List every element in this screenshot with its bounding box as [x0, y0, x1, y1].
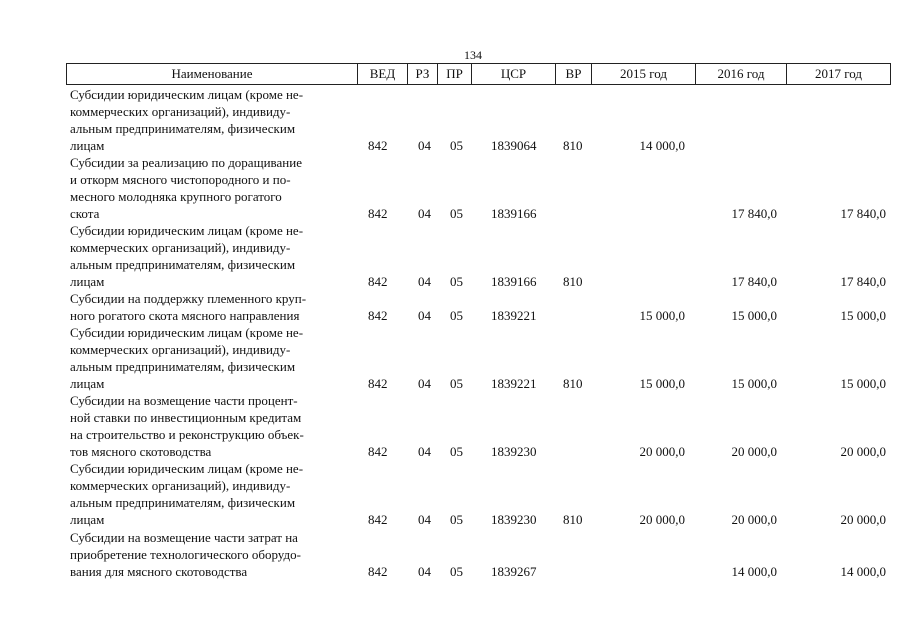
- cell-csr: 1839166: [491, 206, 537, 221]
- table-row: [0, 154, 905, 222]
- row-name: Субсидии юридическим лицам (кроме не- коммерческих организаций), индивиду- альным предпринимателям, физическим лицам: [70, 223, 304, 289]
- cell-2016: 14 000,0: [731, 564, 777, 579]
- cell-2016: 15 000,0: [731, 308, 777, 323]
- header-name: Наименование: [171, 66, 253, 81]
- cell-rz: 04: [418, 376, 431, 391]
- cell-ved: 842: [368, 376, 388, 391]
- cell-ved: 842: [368, 444, 388, 459]
- row-name: Субсидии на возмещение части затрат на приобретение технологического оборудо- вания для мясного скотоводства: [70, 530, 301, 579]
- cell-ved: 842: [368, 274, 388, 289]
- cell-2015: 15 000,0: [639, 308, 685, 323]
- table-row: [0, 86, 905, 154]
- cell-pr: 05: [450, 138, 463, 153]
- cell-2015: 15 000,0: [639, 376, 685, 391]
- cell-pr: 05: [450, 376, 463, 391]
- cell-pr: 05: [450, 512, 463, 527]
- header-2015: 2015 год: [591, 64, 695, 84]
- cell-ved: 842: [368, 512, 388, 527]
- cell-csr: 1839166: [491, 274, 537, 289]
- row-name: Субсидии на поддержку племенного круп- ного рогатого скота мясного направления: [70, 291, 307, 323]
- row-name: Субсидии юридическим лицам (кроме не- коммерческих организаций), индивиду- альным предпринимателям, физическим лицам: [70, 461, 304, 527]
- cell-ved: 842: [368, 138, 388, 153]
- cell-pr: 05: [450, 308, 463, 323]
- cell-vr: 810: [563, 274, 583, 289]
- cell-2016: 17 840,0: [731, 274, 777, 289]
- cell-vr: 810: [563, 376, 583, 391]
- cell-rz: 04: [418, 512, 431, 527]
- cell-ved: 842: [368, 308, 388, 323]
- cell-pr: 05: [450, 274, 463, 289]
- cell-pr: 05: [450, 206, 463, 221]
- cell-pr: 05: [450, 564, 463, 579]
- row-name: Субсидии за реализацию по доращивание и откорм мясного чистопородного и по- месного молодняка крупного рогатого скота: [70, 155, 302, 221]
- cell-csr: 1839230: [491, 512, 537, 527]
- cell-2017: 15 000,0: [840, 308, 886, 323]
- cell-rz: 04: [418, 308, 431, 323]
- cell-csr: 1839230: [491, 444, 537, 459]
- header-2016: 2016 год: [695, 64, 786, 84]
- page-number: 134: [464, 48, 482, 62]
- table-row: [0, 222, 905, 290]
- cell-csr: 1839267: [491, 564, 537, 579]
- cell-rz: 04: [418, 206, 431, 221]
- row-name: Субсидии юридическим лицам (кроме не- коммерческих организаций), индивиду- альным предпринимателям, физическим лицам: [70, 87, 304, 153]
- table-row: [0, 460, 905, 528]
- table-row: [0, 392, 905, 460]
- cell-vr: 810: [563, 512, 583, 527]
- cell-csr: 1839064: [491, 138, 537, 153]
- cell-rz: 04: [418, 564, 431, 579]
- header-vr: ВР: [555, 64, 591, 84]
- cell-2015: 14 000,0: [639, 138, 685, 153]
- cell-2016: 17 840,0: [731, 206, 777, 221]
- row-name: Субсидии юридическим лицам (кроме не- коммерческих организаций), индивиду- альным предпринимателям, физическим лицам: [70, 325, 304, 391]
- cell-pr: 05: [450, 444, 463, 459]
- row-name: Субсидии на возмещение части процент- ной ставки по инвестиционным кредитам на строительство и реконструкцию объек- тов мясного скотоводства: [70, 393, 304, 459]
- cell-2015: 20 000,0: [639, 512, 685, 527]
- cell-vr: 810: [563, 138, 583, 153]
- cell-2017: 15 000,0: [840, 376, 886, 391]
- header-pr: ПР: [437, 64, 471, 84]
- cell-ved: 842: [368, 564, 388, 579]
- cell-2016: 20 000,0: [731, 444, 777, 459]
- cell-2015: 20 000,0: [639, 444, 685, 459]
- cell-rz: 04: [418, 274, 431, 289]
- cell-rz: 04: [418, 138, 431, 153]
- cell-csr: 1839221: [491, 308, 537, 323]
- header-csr: ЦСР: [471, 64, 555, 84]
- table-header: [66, 63, 891, 85]
- cell-ved: 842: [368, 206, 388, 221]
- header-ved: ВЕД: [357, 64, 407, 84]
- cell-2017: 20 000,0: [840, 512, 886, 527]
- table-row: [0, 324, 905, 392]
- cell-rz: 04: [418, 444, 431, 459]
- cell-2017: 20 000,0: [840, 444, 886, 459]
- cell-2017: 17 840,0: [840, 206, 886, 221]
- cell-2017: 17 840,0: [840, 274, 886, 289]
- cell-2016: 15 000,0: [731, 376, 777, 391]
- table-row: [0, 290, 905, 324]
- header-rz: РЗ: [407, 64, 437, 84]
- cell-csr: 1839221: [491, 376, 537, 391]
- table-row: [0, 529, 905, 580]
- header-2017: 2017 год: [786, 64, 890, 84]
- cell-2016: 20 000,0: [731, 512, 777, 527]
- cell-2017: 14 000,0: [840, 564, 886, 579]
